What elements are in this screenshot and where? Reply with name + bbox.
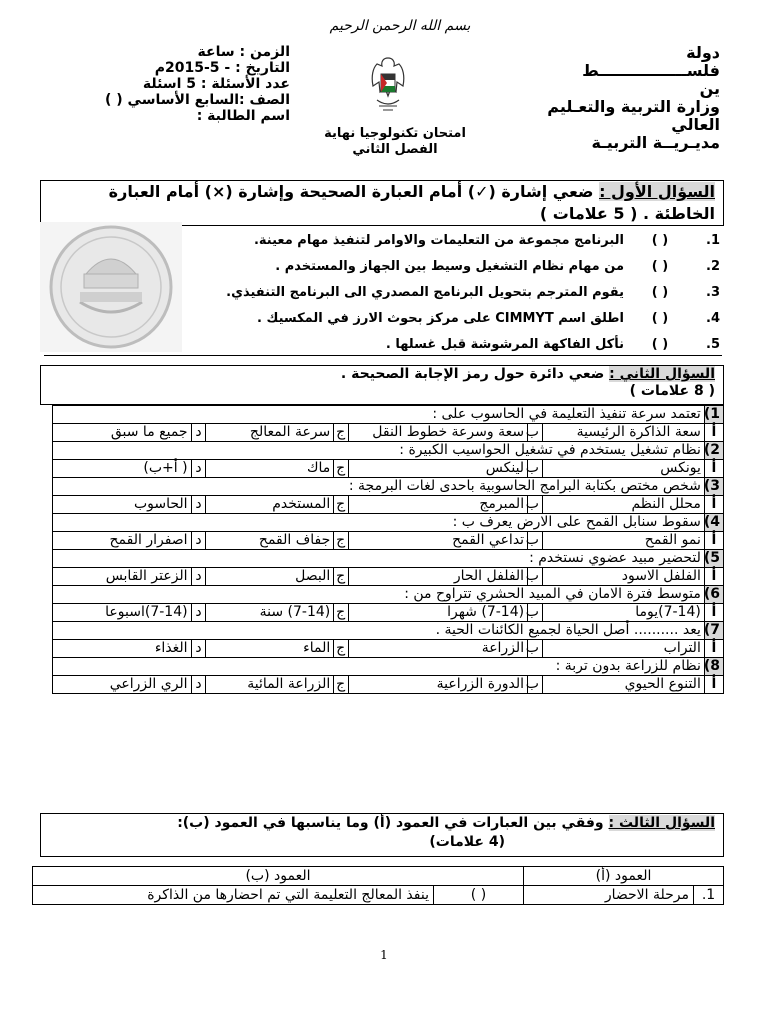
basmala: بسم الله الرحمن الرحيم — [329, 18, 471, 34]
option-letter[interactable]: ب — [528, 676, 543, 694]
divider — [44, 355, 722, 356]
question-number: 3) — [704, 478, 723, 496]
item-number: 3. — [706, 285, 720, 300]
question-row — [53, 406, 724, 424]
item-text: اطلق اسم CIMMYT على مركز بحوث الارز في المكسيك . — [257, 311, 624, 326]
header-line: العالي — [671, 115, 720, 134]
options-row — [53, 676, 724, 694]
option-text[interactable]: المبرمج — [349, 496, 528, 514]
header-line: ين — [699, 79, 720, 98]
item-number: 5. — [706, 337, 720, 352]
option-text[interactable]: سعة وسرعة خطوط النقل — [349, 424, 528, 442]
col-b-header: العمود (ب) — [33, 867, 524, 886]
answer-blank[interactable]: ( ) — [651, 285, 669, 300]
option-text[interactable]: تداعي القمح — [349, 532, 528, 550]
info-grade: الصف :السابع الأساسي ( ) — [105, 92, 290, 108]
item-number: 4. — [706, 311, 720, 326]
option-letter[interactable]: د — [191, 568, 206, 586]
option-text[interactable]: الزعتر القابس — [53, 568, 192, 586]
option-text[interactable]: الزراعة المائية — [206, 676, 334, 694]
option-letter[interactable]: د — [191, 460, 206, 478]
options-row — [53, 496, 724, 514]
option-letter[interactable]: أ — [704, 604, 723, 622]
q3-marks: (4 علامات) — [429, 834, 505, 850]
exam-title-line: الفصل الثاني — [352, 142, 438, 157]
ministry-header — [490, 44, 720, 152]
question-number: 6) — [704, 586, 723, 604]
row-number: 1. — [694, 886, 724, 905]
option-letter[interactable]: ج — [334, 568, 349, 586]
header-line: وزارة التربية والتعـليم — [547, 97, 720, 116]
option-letter[interactable]: د — [191, 532, 206, 550]
question-number: 8) — [704, 658, 723, 676]
col-a-header: العمود (أ) — [523, 867, 723, 886]
option-letter[interactable]: أ — [704, 676, 723, 694]
option-letter[interactable]: أ — [704, 532, 723, 550]
header-line: فلســــــــــــــــط — [582, 61, 720, 80]
info-date: التاريخ : - 5-2015م — [154, 60, 290, 76]
options-row — [53, 532, 724, 550]
question-number: 1) — [704, 406, 723, 424]
header-line: مديـريــة التربيـة — [591, 133, 720, 152]
option-text[interactable]: الدورة الزراعية — [349, 676, 528, 694]
option-text[interactable]: التراب — [542, 640, 704, 658]
header-line: دولة — [686, 43, 720, 62]
option-letter[interactable]: د — [191, 604, 206, 622]
option-letter[interactable]: ب — [528, 604, 543, 622]
option-text[interactable]: (7-14) شهرا — [349, 604, 528, 622]
option-letter[interactable]: أ — [704, 568, 723, 586]
question-text: يعد .......... أصل الحياة لجميع الكائنات الحية . — [53, 622, 705, 640]
item-number: 2. — [706, 259, 720, 274]
option-letter[interactable]: د — [191, 676, 206, 694]
table-row — [33, 886, 724, 905]
answer-blank[interactable]: ( ) — [651, 259, 669, 274]
option-letter[interactable]: د — [191, 496, 206, 514]
option-text[interactable]: لينكس — [349, 460, 528, 478]
option-text[interactable]: الري الزراعي — [53, 676, 192, 694]
question-number: 4) — [704, 514, 723, 532]
question-number: 7) — [704, 622, 723, 640]
options-row — [53, 424, 724, 442]
option-text[interactable]: جميع ما سبق — [53, 424, 192, 442]
option-letter[interactable]: أ — [704, 460, 723, 478]
option-text[interactable]: يونكس — [542, 460, 704, 478]
q2-title: السؤال الثاني : — [609, 366, 715, 382]
palestine-eagle-emblem — [365, 52, 411, 122]
question-text: شخص مختص بكتابة البرامج الحاسوبية باحدى لغات البرمجة : — [53, 478, 705, 496]
item-text: يقوم المترجم بتحويل البرنامج المصدري الى البرنامج التنفيذي. — [226, 285, 624, 300]
page-number: 1 — [380, 948, 388, 962]
option-letter[interactable]: ج — [334, 604, 349, 622]
question-row — [53, 658, 724, 676]
option-letter[interactable]: ج — [334, 496, 349, 514]
option-text[interactable]: محلل النظم — [542, 496, 704, 514]
q2-header-box — [40, 365, 724, 405]
col-b-cell: ينفذ المعالج التعليمة التي تم احضارها من الذاكرة — [33, 886, 434, 905]
question-row — [53, 622, 724, 640]
option-letter[interactable]: ب — [528, 424, 543, 442]
question-text: لتحضير مبيد عضوي نستخدم : — [53, 550, 705, 568]
q3-title: السؤال الثالث : — [608, 815, 715, 831]
options-row — [53, 604, 724, 622]
option-letter[interactable]: أ — [704, 424, 723, 442]
exam-info — [60, 44, 290, 124]
question-text: سقوط سنابل القمح على الارض يعرف ب : — [53, 514, 705, 532]
option-letter[interactable]: ب — [528, 568, 543, 586]
exam-title — [300, 126, 490, 158]
option-text[interactable]: الغذاء — [53, 640, 192, 658]
question-text: نظام للزراعة بدون تربة : — [53, 658, 705, 676]
table-header-row — [33, 867, 724, 886]
option-text[interactable]: الماء — [206, 640, 334, 658]
question-text: نظام تشغيل يستخدم في تشغيل الحواسيب الكبيرة : — [53, 442, 705, 460]
q2-marks: ( 8 علامات ) — [629, 383, 715, 399]
option-letter[interactable]: أ — [704, 496, 723, 514]
option-letter[interactable]: ج — [334, 676, 349, 694]
question-text: متوسط فترة الامان في المبيد الحشري تتراوح من : — [53, 586, 705, 604]
question-row — [53, 478, 724, 496]
q1-title: السؤال الأول : — [599, 182, 715, 201]
option-text[interactable]: الفلفل الاسود — [542, 568, 704, 586]
option-text[interactable]: البصل — [206, 568, 334, 586]
option-text[interactable]: المستخدم — [206, 496, 334, 514]
item-number: 1. — [706, 233, 720, 248]
question-row — [53, 550, 724, 568]
answer-blank[interactable]: ( ) — [433, 886, 523, 905]
q3-header-box — [40, 813, 724, 857]
option-text[interactable]: ماك — [206, 460, 334, 478]
matching-table — [32, 866, 724, 905]
school-seal-watermark — [40, 222, 182, 352]
option-text[interactable]: (7-14)يوما — [542, 604, 704, 622]
option-text[interactable]: (7-14)اسبوعا — [53, 604, 192, 622]
option-letter[interactable]: ب — [528, 532, 543, 550]
info-questions: عدد الأسئلة : 5 اسئلة — [142, 76, 290, 92]
option-letter[interactable]: ج — [334, 460, 349, 478]
q2-instruction: ضعي دائرة حول رمز الإجابة الصحيحة . — [340, 366, 605, 382]
option-letter[interactable]: د — [191, 640, 206, 658]
option-letter[interactable]: ب — [528, 640, 543, 658]
options-row — [53, 460, 724, 478]
item-text: نأكل الفاكهة المرشوشة قبل غسلها . — [385, 337, 624, 352]
item-text: البرنامج مجموعة من التعليمات والاوامر لتنفيذ مهام معينة. — [253, 233, 624, 248]
option-text[interactable]: سعة الذاكرة الرئيسية — [542, 424, 704, 442]
option-text[interactable]: (7-14) سنة — [206, 604, 334, 622]
answer-blank[interactable]: ( ) — [651, 311, 669, 326]
option-letter[interactable]: ج — [334, 424, 349, 442]
option-letter[interactable]: أ — [704, 640, 723, 658]
q3-instruction: وفقي بين العبارات في العمود (أ) وما يناسبها في العمود (ب): — [177, 815, 604, 831]
info-time: الزمن : ساعة — [197, 44, 290, 60]
question-row — [53, 442, 724, 460]
item-text: من مهام نظام التشغيل وسيط بين الجهاز والمستخدم . — [275, 259, 624, 274]
answer-blank[interactable]: ( ) — [651, 233, 669, 248]
question-number: 2) — [704, 442, 723, 460]
answer-blank[interactable]: ( ) — [651, 337, 669, 352]
option-text[interactable]: ( أ+ب) — [53, 460, 192, 478]
option-text[interactable]: الحاسوب — [53, 496, 192, 514]
col-a-cell: مرحلة الاحضار — [523, 886, 693, 905]
q2-table — [52, 405, 724, 694]
options-row — [53, 640, 724, 658]
option-text[interactable]: جفاف القمح — [206, 532, 334, 550]
question-row — [53, 586, 724, 604]
option-text[interactable]: التنوع الحيوي — [542, 676, 704, 694]
option-letter[interactable]: ب — [528, 460, 543, 478]
option-text[interactable]: اصفرار القمح — [53, 532, 192, 550]
q1-instruction: ضعي إشارة (✓) أمام العبارة الصحيحة وإشارة (×) أمام العبارة الخاطئة . ( 5 علامات ) — [108, 182, 715, 223]
exam-title-line: امتحان تكنولوجيا نهاية — [324, 126, 466, 141]
option-text[interactable]: الزراعة — [349, 640, 528, 658]
question-number: 5) — [704, 550, 723, 568]
question-row — [53, 514, 724, 532]
option-text[interactable]: نمو القمح — [542, 532, 704, 550]
option-letter[interactable]: ج — [334, 640, 349, 658]
info-student-name: اسم الطالبة : — [196, 108, 290, 124]
q1-header-box — [40, 180, 724, 226]
option-letter[interactable]: ج — [334, 532, 349, 550]
option-text[interactable]: سرعة المعالج — [206, 424, 334, 442]
options-row — [53, 568, 724, 586]
option-text[interactable]: الفلفل الحار — [349, 568, 528, 586]
option-letter[interactable]: د — [191, 424, 206, 442]
question-text: تعتمد سرعة تنفيذ التعليمة في الحاسوب على : — [53, 406, 705, 424]
option-letter[interactable]: ب — [528, 496, 543, 514]
